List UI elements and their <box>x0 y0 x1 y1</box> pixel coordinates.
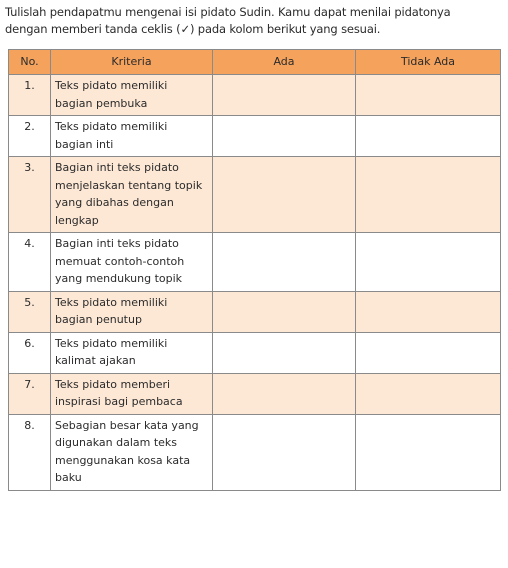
instruction-line-1: Tulislah pendapatmu mengenai isi pidato Sudin. Kamu dapat menilai pidatonya <box>5 5 451 19</box>
tidak-ada-checkbox-cell[interactable] <box>356 332 501 373</box>
ada-checkbox-cell[interactable] <box>213 332 356 373</box>
row-number: 5. <box>9 291 51 332</box>
table-row <box>9 157 501 233</box>
ada-checkbox-cell[interactable] <box>213 373 356 414</box>
row-criteria: Teks pidato memberi inspirasi bagi pembaca <box>51 373 213 414</box>
row-number: 6. <box>9 332 51 373</box>
ada-checkbox-cell[interactable] <box>213 157 356 233</box>
table-row <box>9 116 501 157</box>
tidak-ada-checkbox-cell[interactable] <box>356 233 501 292</box>
ada-checkbox-cell[interactable] <box>213 414 356 490</box>
row-criteria: Teks pidato memiliki bagian penutup <box>51 291 213 332</box>
row-number: 3. <box>9 157 51 233</box>
row-number: 8. <box>9 414 51 490</box>
table-row <box>9 373 501 414</box>
header-no: No. <box>9 50 51 75</box>
criteria-table <box>8 49 501 491</box>
row-criteria: Teks pidato memiliki bagian inti <box>51 116 213 157</box>
tidak-ada-checkbox-cell[interactable] <box>356 157 501 233</box>
tidak-ada-checkbox-cell[interactable] <box>356 75 501 116</box>
tidak-ada-checkbox-cell[interactable] <box>356 116 501 157</box>
tidak-ada-checkbox-cell[interactable] <box>356 291 501 332</box>
row-criteria: Bagian inti teks pidato menjelaskan tentang topik yang dibahas dengan lengkap <box>51 157 213 233</box>
header-kriteria: Kriteria <box>51 50 213 75</box>
ada-checkbox-cell[interactable] <box>213 116 356 157</box>
table-row <box>9 291 501 332</box>
row-number: 2. <box>9 116 51 157</box>
row-criteria: Teks pidato memiliki kalimat ajakan <box>51 332 213 373</box>
tidak-ada-checkbox-cell[interactable] <box>356 414 501 490</box>
ada-checkbox-cell[interactable] <box>213 75 356 116</box>
row-number: 1. <box>9 75 51 116</box>
table-row <box>9 75 501 116</box>
header-tidak-ada: Tidak Ada <box>356 50 501 75</box>
row-number: 4. <box>9 233 51 292</box>
row-criteria: Bagian inti teks pidato memuat contoh-contoh yang mendukung topik <box>51 233 213 292</box>
row-criteria: Teks pidato memiliki bagian pembuka <box>51 75 213 116</box>
table-row <box>9 332 501 373</box>
tidak-ada-checkbox-cell[interactable] <box>356 373 501 414</box>
table-header-row <box>9 50 501 75</box>
row-criteria: Sebagian besar kata yang digunakan dalam teks menggunakan kosa kata baku <box>51 414 213 490</box>
instruction-text <box>5 4 505 38</box>
ada-checkbox-cell[interactable] <box>213 233 356 292</box>
ada-checkbox-cell[interactable] <box>213 291 356 332</box>
header-ada: Ada <box>213 50 356 75</box>
instruction-line-2: dengan memberi tanda ceklis (✓) pada kolom berikut yang sesuai. <box>5 22 381 36</box>
table-row <box>9 414 501 490</box>
row-number: 7. <box>9 373 51 414</box>
table-row <box>9 233 501 292</box>
